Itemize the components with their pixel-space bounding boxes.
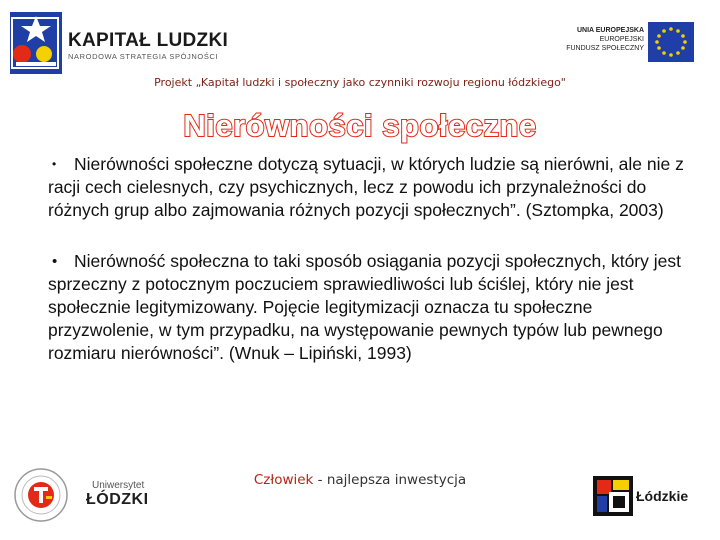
eu-flag-icon: [648, 22, 694, 62]
slogan-separator: -: [313, 472, 327, 488]
slogan-part-2: najlepsza inwestycja: [326, 472, 467, 488]
bullet-1: •: [52, 157, 57, 171]
eu-logo-text: [566, 26, 644, 53]
kapital-ludzki-logo-icon: [8, 10, 64, 76]
eu-line-1: UNIA EUROPEJSKA: [576, 27, 644, 34]
kapital-ludzki-title: KAPITAŁ LUDZKI: [68, 30, 229, 51]
university-big-label: ŁÓDZKI: [86, 491, 149, 508]
university-small-label: Uniwersytet: [92, 480, 145, 491]
slogan-part-1: Człowiek: [253, 472, 314, 488]
lodzkie-logo-icon: [593, 476, 633, 516]
paragraph-2-text: Nierówność społeczna to taki sposób osiągania pozycji społecznych, który jest sprzeczny z potocznym poczuciem sprawiedliwości lub ściślej, który nie jest społecznie legitymizowany. Pojęcie legitymizacji oznacza tu społeczne przyzwolenie, w tym przypadku, na występowanie pewnych typów lub pewnego rozmiaru nierówności”. (Wnuk – Lipiński, 1993): [48, 251, 681, 363]
page-title: Nierówności społeczne: [183, 108, 537, 143]
bullet-2: •: [52, 253, 58, 270]
kapital-ludzki-subtitle: NARODOWA STRATEGIA SPÓJNOŚCI: [68, 52, 219, 61]
paragraph-2: [48, 250, 698, 365]
project-line: Projekt „Kapitał ludzki i społeczny jako czynniki rozwoju regionu łódzkiego": [154, 76, 566, 89]
paragraph-1: [48, 153, 698, 222]
eu-line-2: EUROPEJSKI: [599, 36, 644, 43]
paragraph-1-text: Nierówności społeczne dotyczą sytuacji, w których ludzie są nierówni, ale nie z racji cech cielesnych, czy psychicznych, lecz z powodu ich przynależności do różnych grup albo zajmowania różnych pozycji społecznych”. (Sztompka, 2003): [48, 154, 684, 220]
eu-line-3: FUNDUSZ SPOŁECZNY: [566, 45, 644, 52]
lodzkie-label: Łódzkie: [636, 488, 689, 504]
